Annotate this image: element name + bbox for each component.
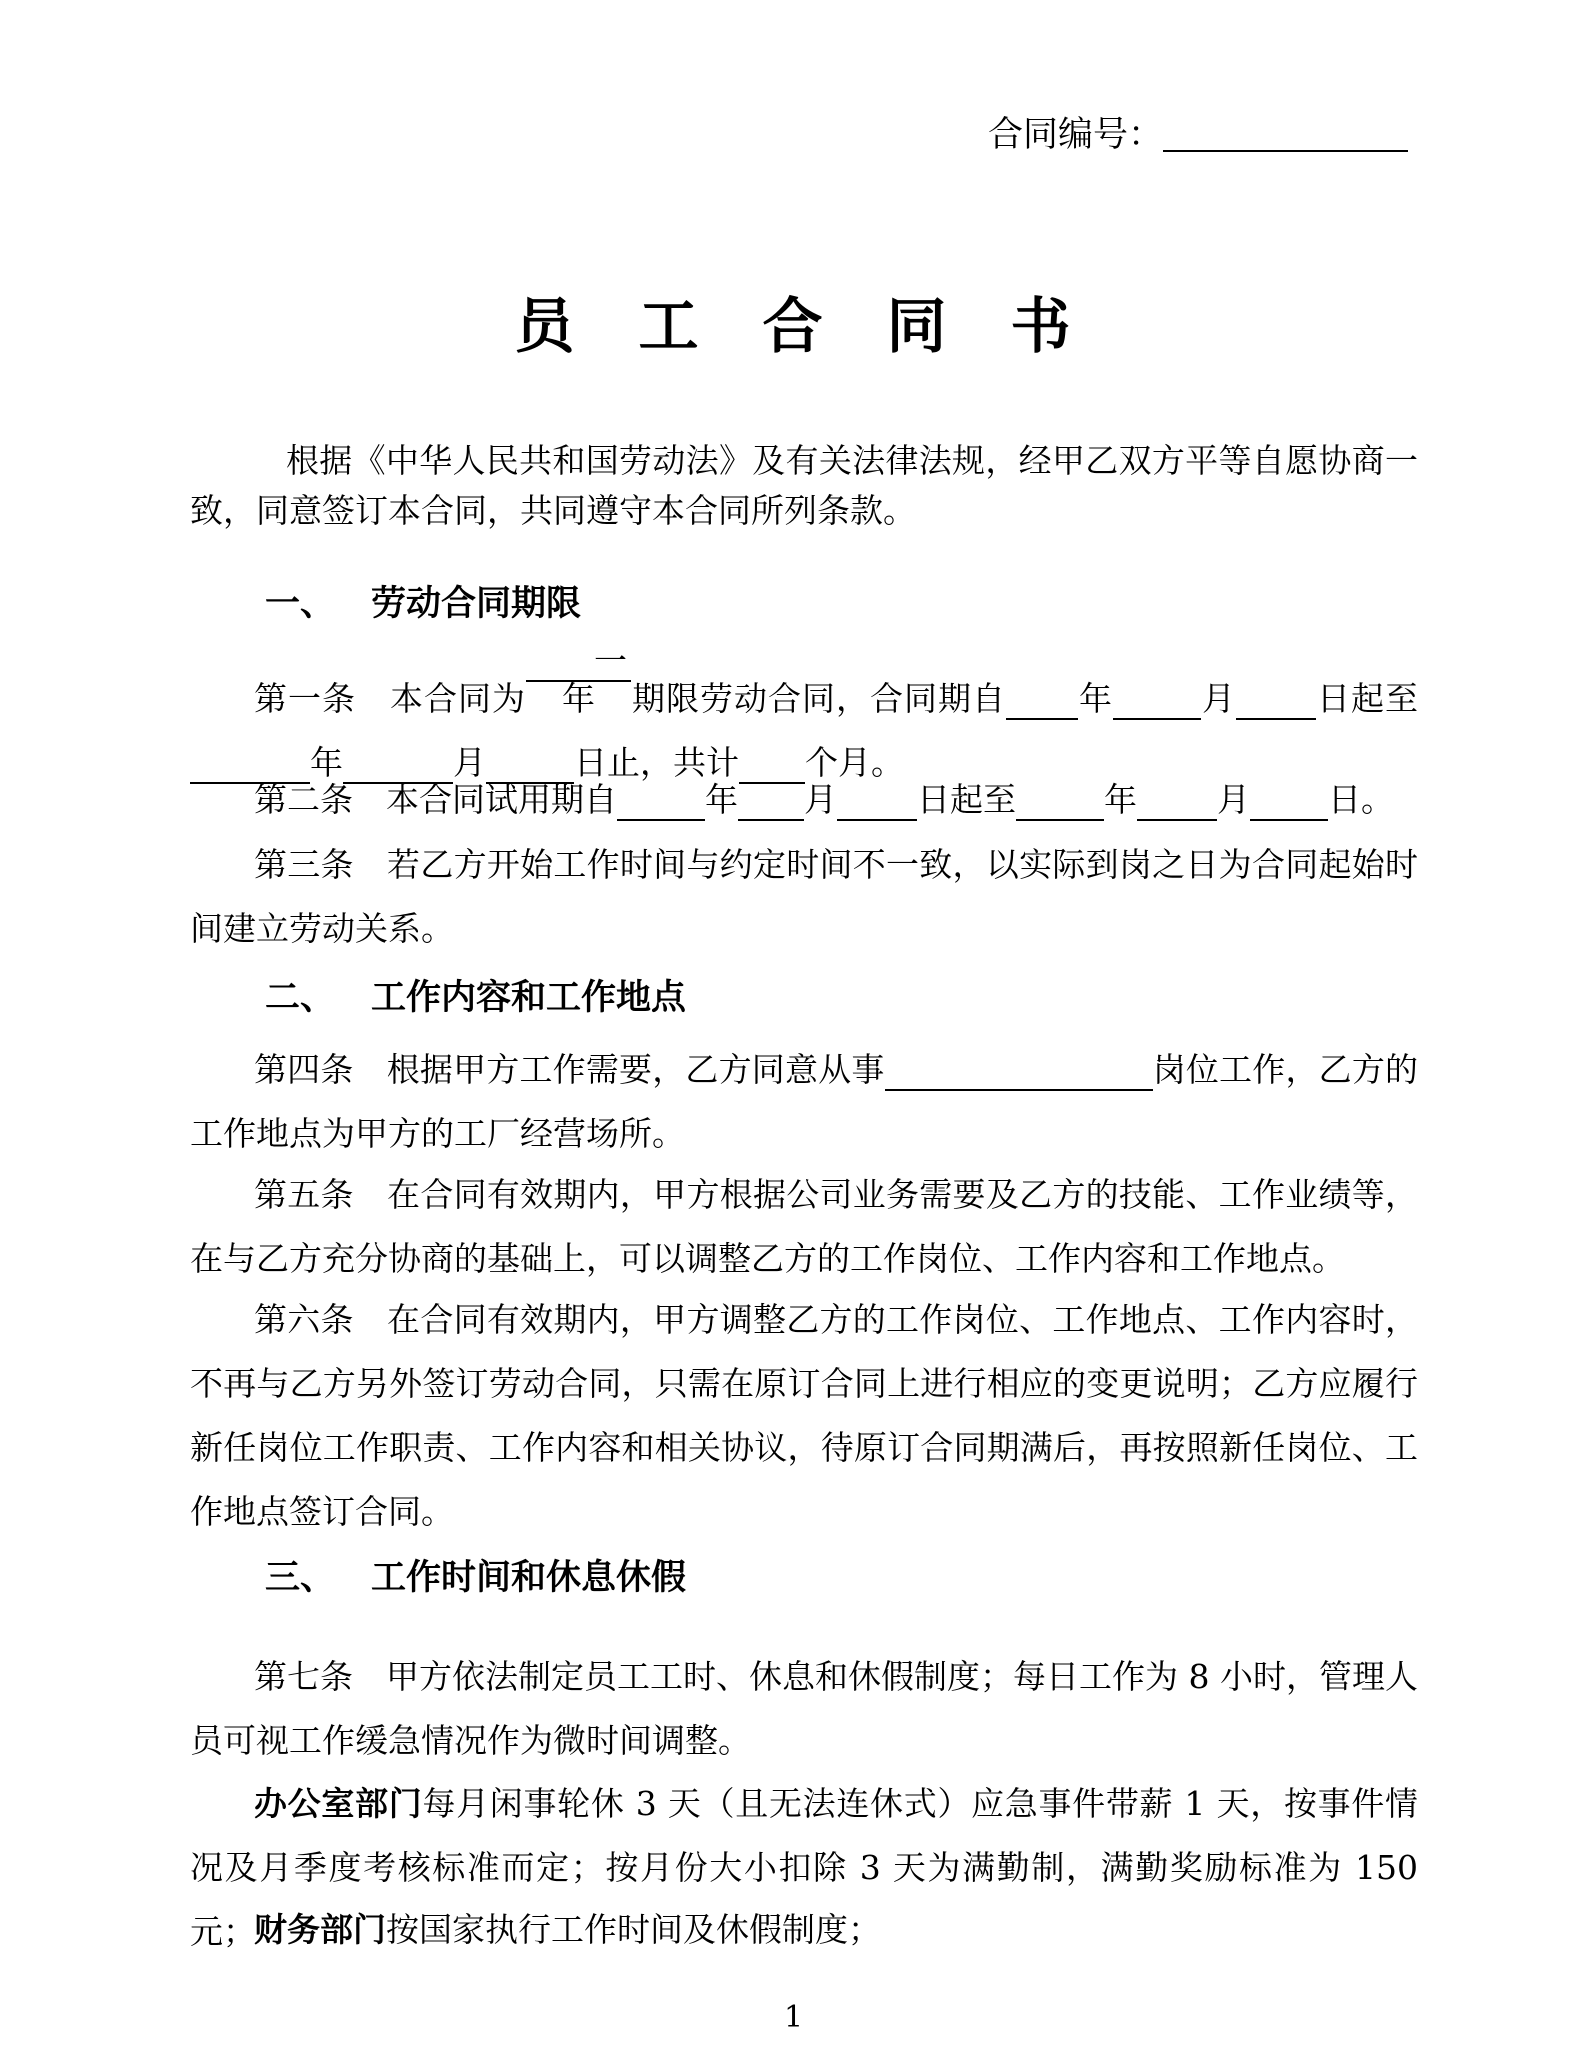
section-heading-3 xyxy=(265,1556,686,1600)
text-run: 月 xyxy=(453,743,486,782)
page-number: 1 xyxy=(783,2000,804,2035)
clause-3 xyxy=(190,833,1418,961)
section-number: 三、 xyxy=(265,1557,336,1598)
section-number: 二、 xyxy=(265,977,336,1018)
bold-text-run: 财务部门 xyxy=(254,1910,386,1949)
contract-number-label: 合同编号： xyxy=(988,115,1164,155)
text-run: 日止，共计 xyxy=(574,743,739,782)
blank-field[interactable] xyxy=(738,781,804,821)
text-run: 年 xyxy=(310,743,343,782)
text-run: 第七条 甲方依法制定员工工时、休息和休假制度；每日工作为 8 小时，管理人员可视工作缓急情况作为微时间调整。 xyxy=(190,1657,1418,1760)
blank-field[interactable] xyxy=(1250,781,1328,821)
text-run: 第五条 在合同有效期内，甲方根据公司业务需要及乙方的技能、工作业绩等，在与乙方充分协商的基础上，可以调整乙方的工作岗位、工作内容和工作地点。 xyxy=(190,1175,1418,1278)
text-run: 第四条 根据甲方工作需要，乙方同意从事 xyxy=(254,1050,885,1089)
blank-field[interactable] xyxy=(1137,781,1217,821)
text-run: 月 xyxy=(804,780,837,819)
text-run: 岗位工作，乙方的工作地点为甲方的工厂经营场所。 xyxy=(190,1050,1419,1153)
text-run: 年 xyxy=(1104,780,1137,819)
blank-field[interactable] xyxy=(1006,680,1078,720)
section-title: 工作时间和休息休假 xyxy=(371,1557,687,1598)
blank-field[interactable] xyxy=(1236,680,1316,720)
contract-number-row xyxy=(988,112,1408,158)
clause-finance-dept xyxy=(190,1898,1418,1962)
section-number: 一、 xyxy=(265,583,336,624)
section-title: 工作内容和工作地点 xyxy=(371,977,687,1018)
blank-field[interactable] xyxy=(837,781,917,821)
section-title: 劳动合同期限 xyxy=(371,583,582,624)
text-run: 第一条 本合同为 xyxy=(254,679,526,718)
filled-blank[interactable]: 一年 xyxy=(526,642,631,682)
section-heading-1 xyxy=(265,582,581,626)
intro-paragraph: 根据《中华人民共和国劳动法》及有关法律法规，经甲乙双方平等自愿协商一致，同意签订本合同，共同遵守本合同所列条款。 xyxy=(190,441,1418,530)
text-run: 年 xyxy=(1078,679,1113,718)
text-run: 日起至 xyxy=(917,780,1016,819)
clause-6 xyxy=(190,1288,1418,1544)
text-run: 期限劳动合同，合同期自 xyxy=(631,679,1006,718)
text-run: 日。 xyxy=(1328,780,1394,819)
text-run: 个月。 xyxy=(805,743,904,782)
text-run: 月 xyxy=(1217,780,1250,819)
text-run: 日起至 xyxy=(1316,679,1418,718)
text-run: 年 xyxy=(705,780,738,819)
blank-field[interactable] xyxy=(1113,680,1201,720)
clause-2 xyxy=(190,768,1418,832)
text-run: 按国家执行工作时间及休假制度； xyxy=(386,1910,881,1949)
document-title: 员 工 合 同 书 xyxy=(514,292,1073,362)
text-run: 第三条 若乙方开始工作时间与约定时间不一致，以实际到岗之日为合同起始时间建立劳动关系。 xyxy=(190,845,1418,948)
clause-5 xyxy=(190,1163,1418,1291)
contract-number-blank[interactable] xyxy=(1163,112,1408,152)
bold-text-run: 办公室部门 xyxy=(254,1784,423,1823)
text-run: 第二条 本合同试用期自 xyxy=(254,780,617,819)
blank-field[interactable] xyxy=(617,781,705,821)
blank-field[interactable] xyxy=(885,1051,1153,1091)
section-heading-2 xyxy=(265,976,686,1020)
clause-7 xyxy=(190,1645,1418,1773)
clause-4 xyxy=(190,1038,1418,1166)
text-run: 月 xyxy=(1201,679,1236,718)
text-run: 第六条 在合同有效期内，甲方调整乙方的工作岗位、工作地点、工作内容时，不再与乙方另外签订劳动合同，只需在原订合同上进行相应的变更说明；乙方应履行新任岗位工作职责、工作内容和相关协议，待原订合同期满后，再按照新任岗位、工作地点签订合同。 xyxy=(190,1300,1418,1531)
blank-field[interactable] xyxy=(1016,781,1104,821)
text-run: 每月闲事轮休 3 天（且无法连休式）应急事件带薪 1 天，按事件情况及月季度考核标准而定；按月份大小扣除 3 天为满勤制，满勤奖励标准为 150 元； xyxy=(190,1784,1418,1951)
